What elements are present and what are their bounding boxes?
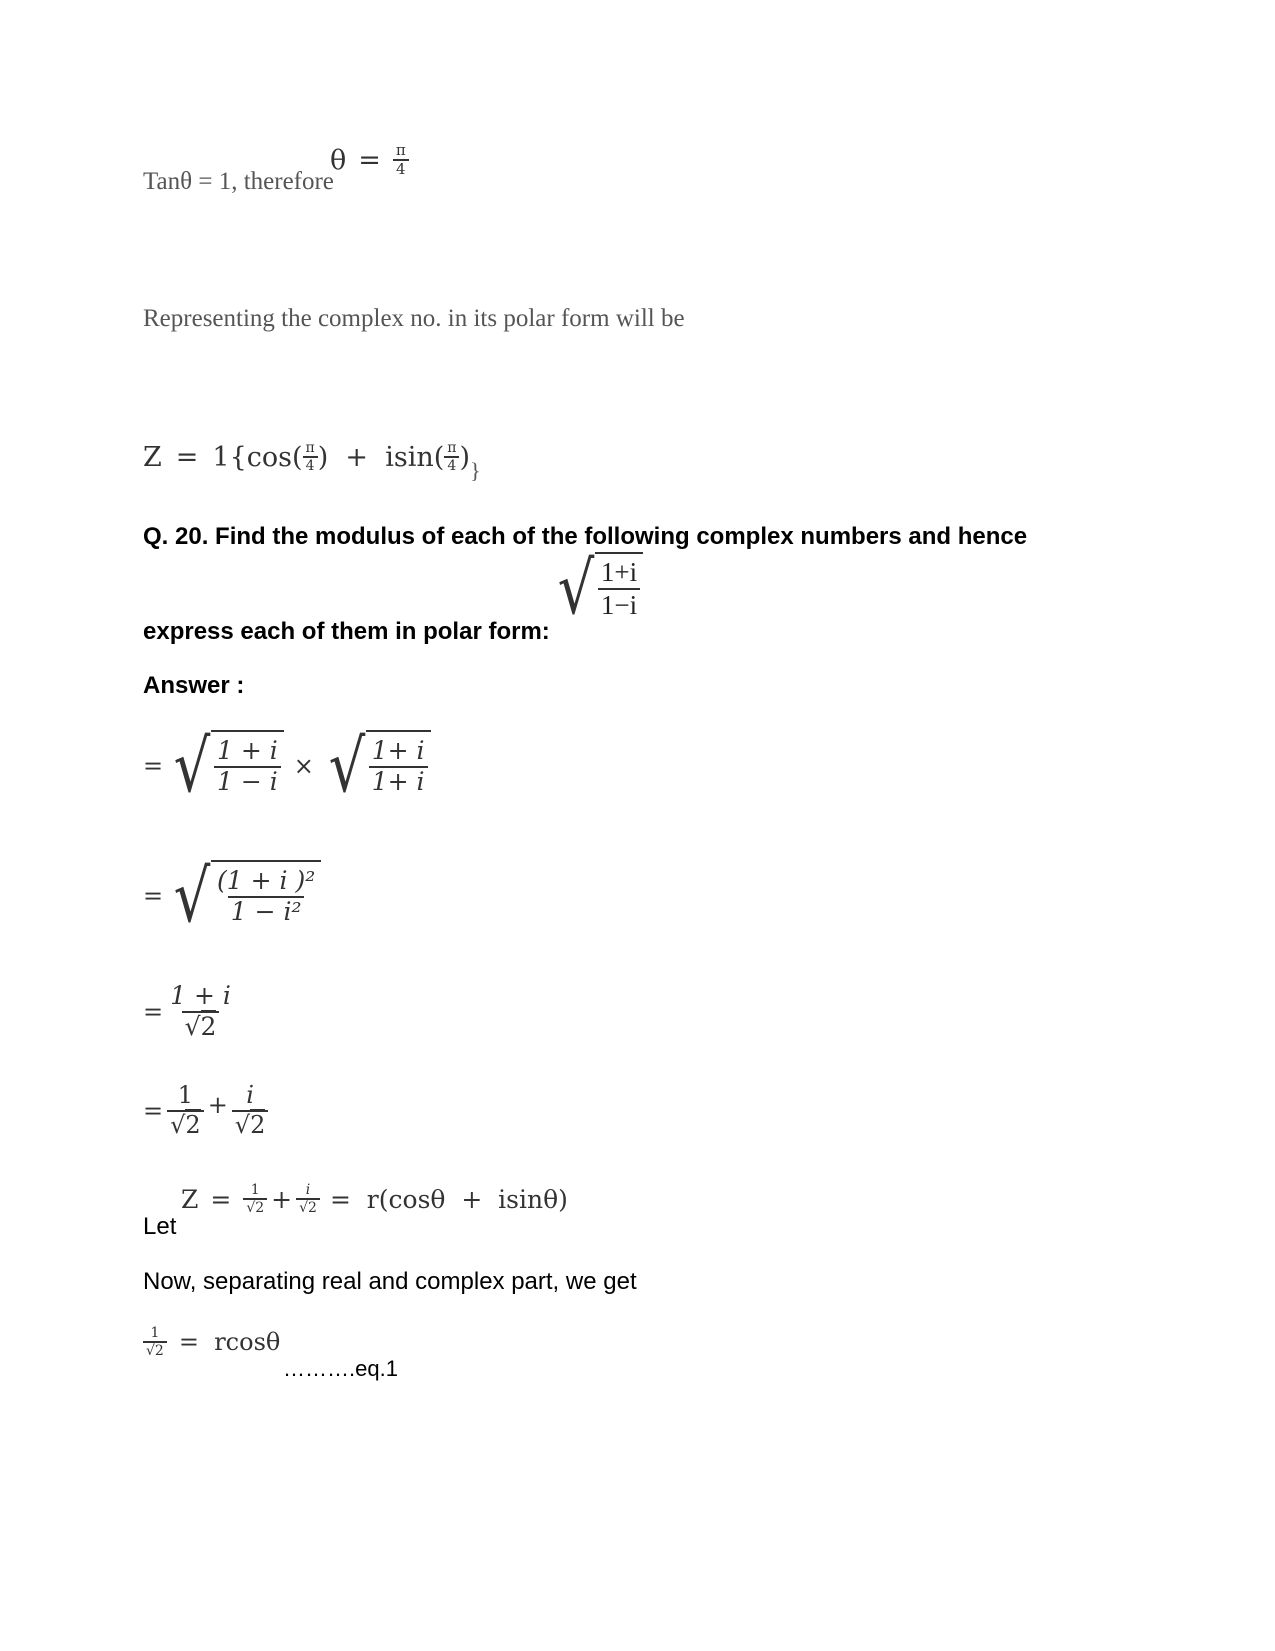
fraction xyxy=(214,867,318,927)
numerator: (1 + i )² xyxy=(217,866,316,896)
numerator: 1 xyxy=(177,1081,194,1109)
polar-rhs: = r(cosθ + isinθ) xyxy=(329,1184,568,1214)
numerator: 1+i xyxy=(600,556,638,587)
numerator: 1 xyxy=(150,1325,160,1341)
equals-sign: = xyxy=(175,441,199,473)
sqrt-sign: √ xyxy=(299,1200,309,1217)
times-sign: × xyxy=(293,752,314,780)
fraction xyxy=(598,557,640,621)
fraction xyxy=(369,737,428,797)
question-radical xyxy=(553,546,643,630)
denominator: 1−i xyxy=(598,588,640,621)
radical-2 xyxy=(324,724,431,808)
fraction-1 xyxy=(243,1182,267,1216)
denominator xyxy=(143,1341,167,1359)
equals-sign: = xyxy=(143,882,164,910)
numerator: i xyxy=(246,1081,254,1109)
denominator xyxy=(232,1110,269,1140)
numerator: π xyxy=(305,440,315,456)
let-expression xyxy=(181,1182,568,1216)
z-polar-expression xyxy=(143,440,481,484)
step-1 xyxy=(143,724,431,808)
polar-form-intro: Representing the complex no. in its polar form will be xyxy=(143,305,685,332)
step-3 xyxy=(143,982,234,1042)
sqrt-sign: √ xyxy=(146,1343,155,1360)
sqrt-sign: √ xyxy=(246,1200,256,1217)
equals-sign: = xyxy=(358,144,381,176)
equals-sign: = xyxy=(143,997,164,1026)
numerator: 1 + i xyxy=(170,981,231,1010)
equals-sign: = xyxy=(143,1096,164,1125)
denominator: 4 xyxy=(393,159,409,178)
z-symbol: Z xyxy=(143,441,162,473)
radical-sign: √ xyxy=(557,546,595,630)
pi-over-four-a xyxy=(303,440,318,474)
radical-body xyxy=(211,860,321,932)
tan-statement: Tanθ = 1, therefore xyxy=(143,168,334,195)
denominator: 1 − i xyxy=(214,766,281,797)
numerator: i xyxy=(305,1182,311,1198)
question-line-1: Q. 20. Find the modulus of each of the following complex numbers and hence xyxy=(143,523,1028,550)
denominator xyxy=(167,1110,204,1140)
radicand: 2 xyxy=(200,1011,217,1041)
eq1-expression xyxy=(143,1325,280,1359)
eq1-label: ……….eq.1 xyxy=(283,1356,398,1381)
denominator: 1+ i xyxy=(369,766,428,797)
denominator: 4 xyxy=(303,456,318,474)
radicand: 2 xyxy=(185,1110,201,1139)
radical-body xyxy=(366,730,431,802)
numerator: 1 + i xyxy=(217,736,278,766)
numerator: π xyxy=(447,440,457,456)
denominator: 1 − i² xyxy=(228,896,305,927)
question-line-2: express each of them in polar form: xyxy=(143,618,550,645)
radical-sign: √ xyxy=(173,724,211,808)
fraction xyxy=(167,982,234,1042)
denominator: 4 xyxy=(444,456,459,474)
closing-brace: } xyxy=(470,458,481,484)
fraction xyxy=(143,1325,167,1359)
denominator xyxy=(243,1198,267,1216)
theta-equals-pi-over-4 xyxy=(330,142,409,179)
equals-sign: = xyxy=(143,752,164,780)
separating-text: Now, separating real and complex part, we get xyxy=(143,1268,637,1295)
step-2 xyxy=(143,854,321,938)
radicand: 2 xyxy=(250,1110,266,1139)
cos-open: 1{cos( xyxy=(212,441,303,473)
numerator: π xyxy=(395,141,406,159)
sqrt-sign: √ xyxy=(170,1110,186,1139)
z-symbol: Z xyxy=(181,1184,199,1214)
radical xyxy=(553,546,643,630)
radical-1 xyxy=(169,724,284,808)
radical xyxy=(169,854,321,938)
radicand: 2 xyxy=(154,1343,164,1360)
numerator: 1 xyxy=(250,1182,260,1198)
radical-body xyxy=(211,730,284,802)
equals-sign: = xyxy=(210,1184,232,1214)
sqrt-sign: √ xyxy=(234,1110,251,1139)
fraction xyxy=(214,737,281,797)
let-label: Let xyxy=(143,1213,177,1240)
fraction-2 xyxy=(232,1082,269,1139)
fraction-2 xyxy=(296,1182,320,1216)
pi-over-four-b xyxy=(444,440,459,474)
denominator xyxy=(296,1198,320,1216)
radicand: 2 xyxy=(255,1200,265,1217)
theta-symbol: θ xyxy=(330,144,347,176)
radical-sign: √ xyxy=(173,854,211,938)
plus-sign: + xyxy=(271,1184,293,1214)
numerator: 1+ i xyxy=(371,736,425,766)
radical-sign: √ xyxy=(328,724,366,808)
close-paren: ) xyxy=(459,441,471,473)
fraction-1 xyxy=(167,1082,204,1139)
pi-over-four xyxy=(393,142,409,179)
radicand: 2 xyxy=(308,1200,317,1217)
answer-label: Answer : xyxy=(143,672,245,699)
radical-body xyxy=(595,552,643,624)
sqrt-sign: √ xyxy=(184,1011,201,1041)
isin-open: ) + isin( xyxy=(317,441,445,473)
denominator xyxy=(182,1011,220,1042)
eq1-rhs: = rcosθ xyxy=(178,1328,281,1357)
plus-sign: + xyxy=(207,1090,228,1119)
step-4 xyxy=(143,1082,268,1139)
